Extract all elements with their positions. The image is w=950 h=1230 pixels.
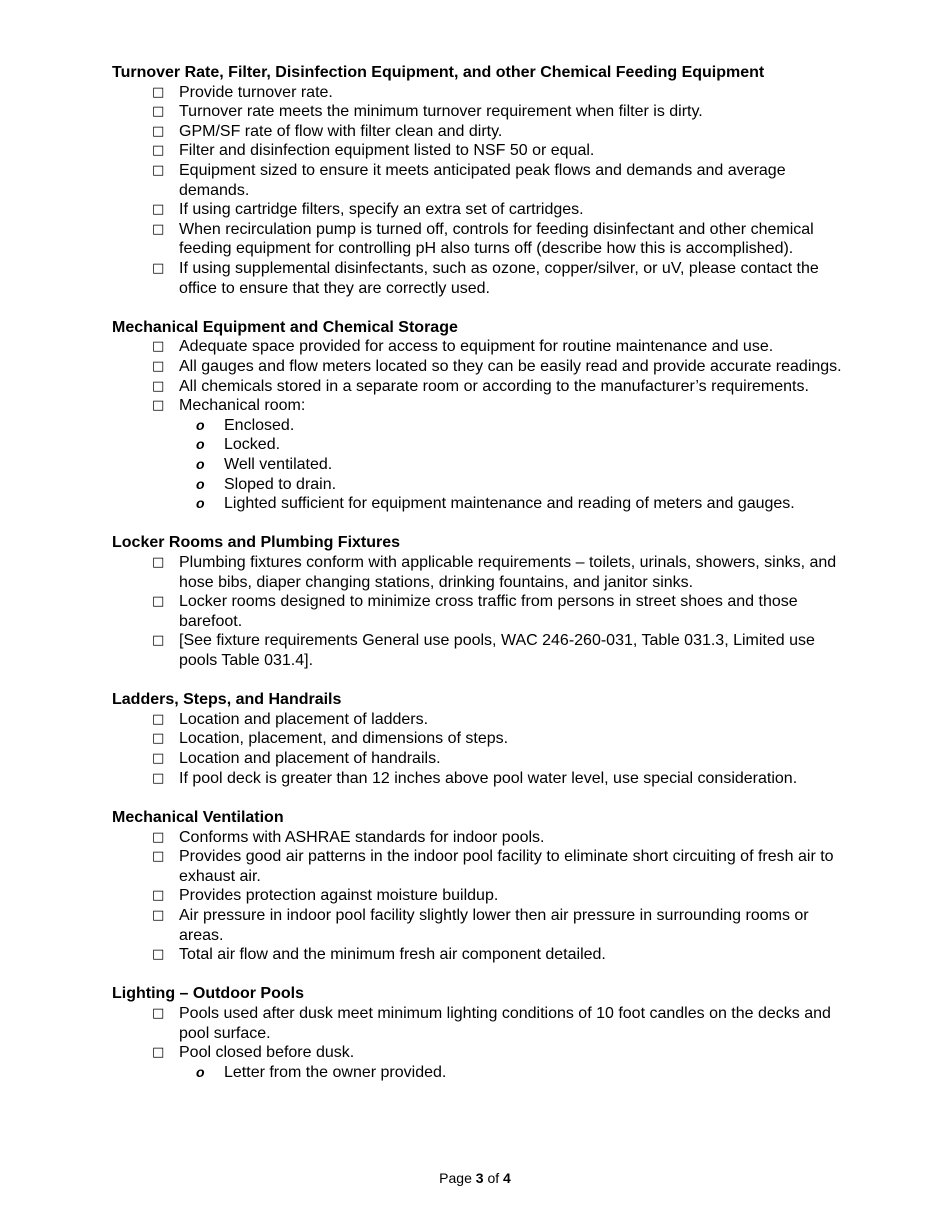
checkbox-icon: □ (152, 123, 165, 139)
checkbox-icon: □ (152, 162, 165, 178)
checklist-item-text: If using cartridge filters, specify an extra set of cartridges. (179, 201, 584, 219)
checklist-item-text: Provides protection against moisture buildup. (179, 887, 499, 905)
section (112, 318, 852, 514)
checklist (112, 553, 852, 671)
checklist-item (112, 769, 852, 789)
checklist-item (112, 906, 852, 945)
section (112, 690, 852, 788)
checklist-item-text: Location, placement, and dimensions of steps. (179, 730, 509, 748)
section (112, 984, 852, 1082)
checklist-item-text: Plumbing fixtures conform with applicable requirements – toilets, urinals, showers, sinks, and hose bibs, diaper changing stations, drinking fountains, and janitor sinks. (179, 554, 837, 591)
sub-list-item-text: Well ventilated. (224, 455, 333, 473)
checkbox-icon: □ (152, 633, 165, 649)
checklist-item (112, 710, 852, 730)
checklist-item (112, 161, 852, 200)
checklist-item-text: Filter and disinfection equipment listed to NSF 50 or equal. (179, 142, 595, 160)
sub-list (112, 416, 852, 514)
checklist-item (112, 631, 852, 670)
checklist-item (112, 220, 852, 259)
section (112, 63, 852, 298)
checklist-item (112, 122, 852, 142)
checklist-item-text: Provides good air patterns in the indoor pool facility to eliminate short circuiting of fresh air to exhaust air. (179, 848, 834, 885)
checklist-item-text: Adequate space provided for access to equipment for routine maintenance and use. (179, 338, 774, 356)
footer-of: of (487, 1170, 500, 1186)
sub-list-item-text: Sloped to drain. (224, 475, 337, 493)
checkbox-icon: □ (152, 104, 165, 120)
sub-list-item-text: Locked. (224, 436, 281, 454)
checklist-item-text: Pools used after dusk meet minimum lighting conditions of 10 foot candles on the decks and pool surface. (179, 1004, 831, 1042)
checklist-item (112, 729, 852, 749)
checkbox-icon: □ (152, 84, 165, 100)
checkbox-icon: □ (152, 751, 165, 767)
checklist (112, 710, 852, 788)
checkbox-icon: □ (152, 359, 165, 374)
bullet-icon: o (196, 495, 205, 512)
checklist-item (112, 828, 852, 848)
checklist-item-text: Locker rooms designed to minimize cross traffic from persons in street shoes and those barefoot. (179, 593, 798, 630)
checklist-item-text: All chemicals stored in a separate room or according to the manufacturer’s requirements. (179, 377, 809, 395)
checkbox-icon: □ (152, 770, 165, 786)
checklist-item (112, 396, 852, 416)
bullet-icon: o (196, 475, 205, 492)
sub-list-item (112, 455, 852, 475)
section (112, 533, 852, 670)
section-title: Locker Rooms and Plumbing Fixtures (112, 534, 401, 552)
checklist-item (112, 337, 852, 357)
checklist-item (112, 259, 852, 298)
section-title: Lighting – Outdoor Pools (112, 985, 304, 1003)
checkbox-icon: □ (152, 398, 165, 414)
sub-list-item (112, 435, 852, 455)
bullet-icon: o (196, 436, 205, 453)
checkbox-icon: □ (152, 829, 165, 845)
checklist-item (112, 1043, 852, 1063)
checklist-item-text: If using supplemental disinfectants, such as ozone, copper/silver, or uV, please contact the office to ensure that they are correctly used. (179, 259, 819, 297)
checklist-item-text: Total air flow and the minimum fresh air component detailed. (179, 946, 606, 964)
sub-list-item (112, 494, 852, 514)
checklist (112, 337, 852, 513)
checklist-item-text: Mechanical room: (179, 397, 306, 415)
bullet-icon: o (196, 455, 205, 472)
footer-total-pages: 4 (503, 1170, 511, 1186)
checklist (112, 828, 852, 965)
checklist-item (112, 357, 852, 377)
checklist-item (112, 886, 852, 906)
checklist-item (112, 749, 852, 769)
sub-list (112, 1063, 852, 1083)
sub-list-wrapper (112, 1063, 852, 1083)
sub-list-item-text: Enclosed. (224, 416, 295, 434)
checklist-item (112, 377, 852, 397)
footer-current-page: 3 (475, 1170, 484, 1186)
sub-list-item-text: Letter from the owner provided. (224, 1063, 447, 1081)
checkbox-icon: □ (152, 378, 165, 394)
checkbox-icon: □ (152, 339, 165, 355)
checklist-item-text: Equipment sized to ensure it meets anticipated peak flows and demands and average demands. (179, 161, 786, 199)
checklist-item-text: Conforms with ASHRAE standards for indoor pools. (179, 828, 545, 846)
checklist-item (112, 553, 852, 592)
checklist-item-text: [See fixture requirements General use pools, WAC 246-260-031, Table 031.3, Limited use pools Table 031.4]. (179, 632, 815, 669)
checkbox-icon: □ (152, 594, 165, 610)
checkbox-icon: □ (152, 849, 165, 865)
section-title: Mechanical Ventilation (112, 808, 284, 826)
section (112, 808, 852, 965)
sub-list-item-text: Lighted sufficient for equipment maintenance and reading of meters and gauges. (224, 495, 795, 513)
checklist-item (112, 102, 852, 122)
checkbox-icon: □ (152, 888, 165, 904)
checkbox-icon: □ (152, 711, 165, 727)
checklist (112, 1004, 852, 1082)
sub-list-wrapper (112, 416, 852, 514)
section-title: Ladders, Steps, and Handrails (112, 691, 342, 709)
sub-list-item (112, 1063, 852, 1083)
checklist-item-text: Air pressure in indoor pool facility slightly lower then air pressure in surrounding rooms or areas. (179, 906, 809, 944)
document-page (112, 63, 852, 1102)
section-title: Turnover Rate, Filter, Disinfection Equipment, and other Chemical Feeding Equipment (112, 64, 765, 81)
checklist-item-text: Pool closed before dusk. (179, 1044, 355, 1062)
checkbox-icon: □ (152, 1005, 165, 1021)
checklist-item (112, 847, 852, 886)
checklist-item-text: All gauges and flow meters located so they can be easily read and provide accurate readings. (179, 358, 842, 375)
checklist-item-text: Turnover rate meets the minimum turnover requirement when filter is dirty. (179, 103, 703, 121)
checkbox-icon: □ (152, 1045, 165, 1061)
checkbox-icon: □ (152, 731, 165, 747)
checklist-item-text: Location and placement of ladders. (179, 710, 429, 728)
checklist-item-text: Provide turnover rate. (179, 83, 333, 101)
sub-list-item (112, 416, 852, 436)
checklist-item-text: Location and placement of handrails. (179, 750, 441, 768)
bullet-icon: o (196, 416, 205, 433)
checklist-item (112, 592, 852, 631)
sub-list-item (112, 475, 852, 495)
page-footer (0, 1170, 950, 1186)
checklist-item (112, 945, 852, 965)
checklist-item (112, 1004, 852, 1043)
checkbox-icon: □ (152, 555, 165, 571)
checklist-item (112, 141, 852, 161)
section-title: Mechanical Equipment and Chemical Storage (112, 318, 458, 336)
checklist-item-text: If pool deck is greater than 12 inches above pool water level, use special consideration. (179, 769, 798, 787)
checklist-item-text: When recirculation pump is turned off, controls for feeding disinfectant and other chemical feeding equipment for controlling pH also turns off (describe how this is accomplished). (179, 220, 814, 258)
checkbox-icon: □ (152, 260, 165, 276)
checklist (112, 83, 852, 299)
footer-prefix: Page (439, 1170, 472, 1186)
checkbox-icon: □ (152, 221, 165, 237)
checklist-item (112, 83, 852, 103)
checkbox-icon: □ (152, 947, 165, 963)
bullet-icon: o (196, 1063, 205, 1080)
checkbox-icon: □ (152, 907, 165, 923)
checklist-item (112, 200, 852, 220)
checkbox-icon: □ (152, 143, 165, 159)
checklist-item-text: GPM/SF rate of flow with filter clean and dirty. (179, 122, 503, 140)
checkbox-icon: □ (152, 202, 165, 218)
